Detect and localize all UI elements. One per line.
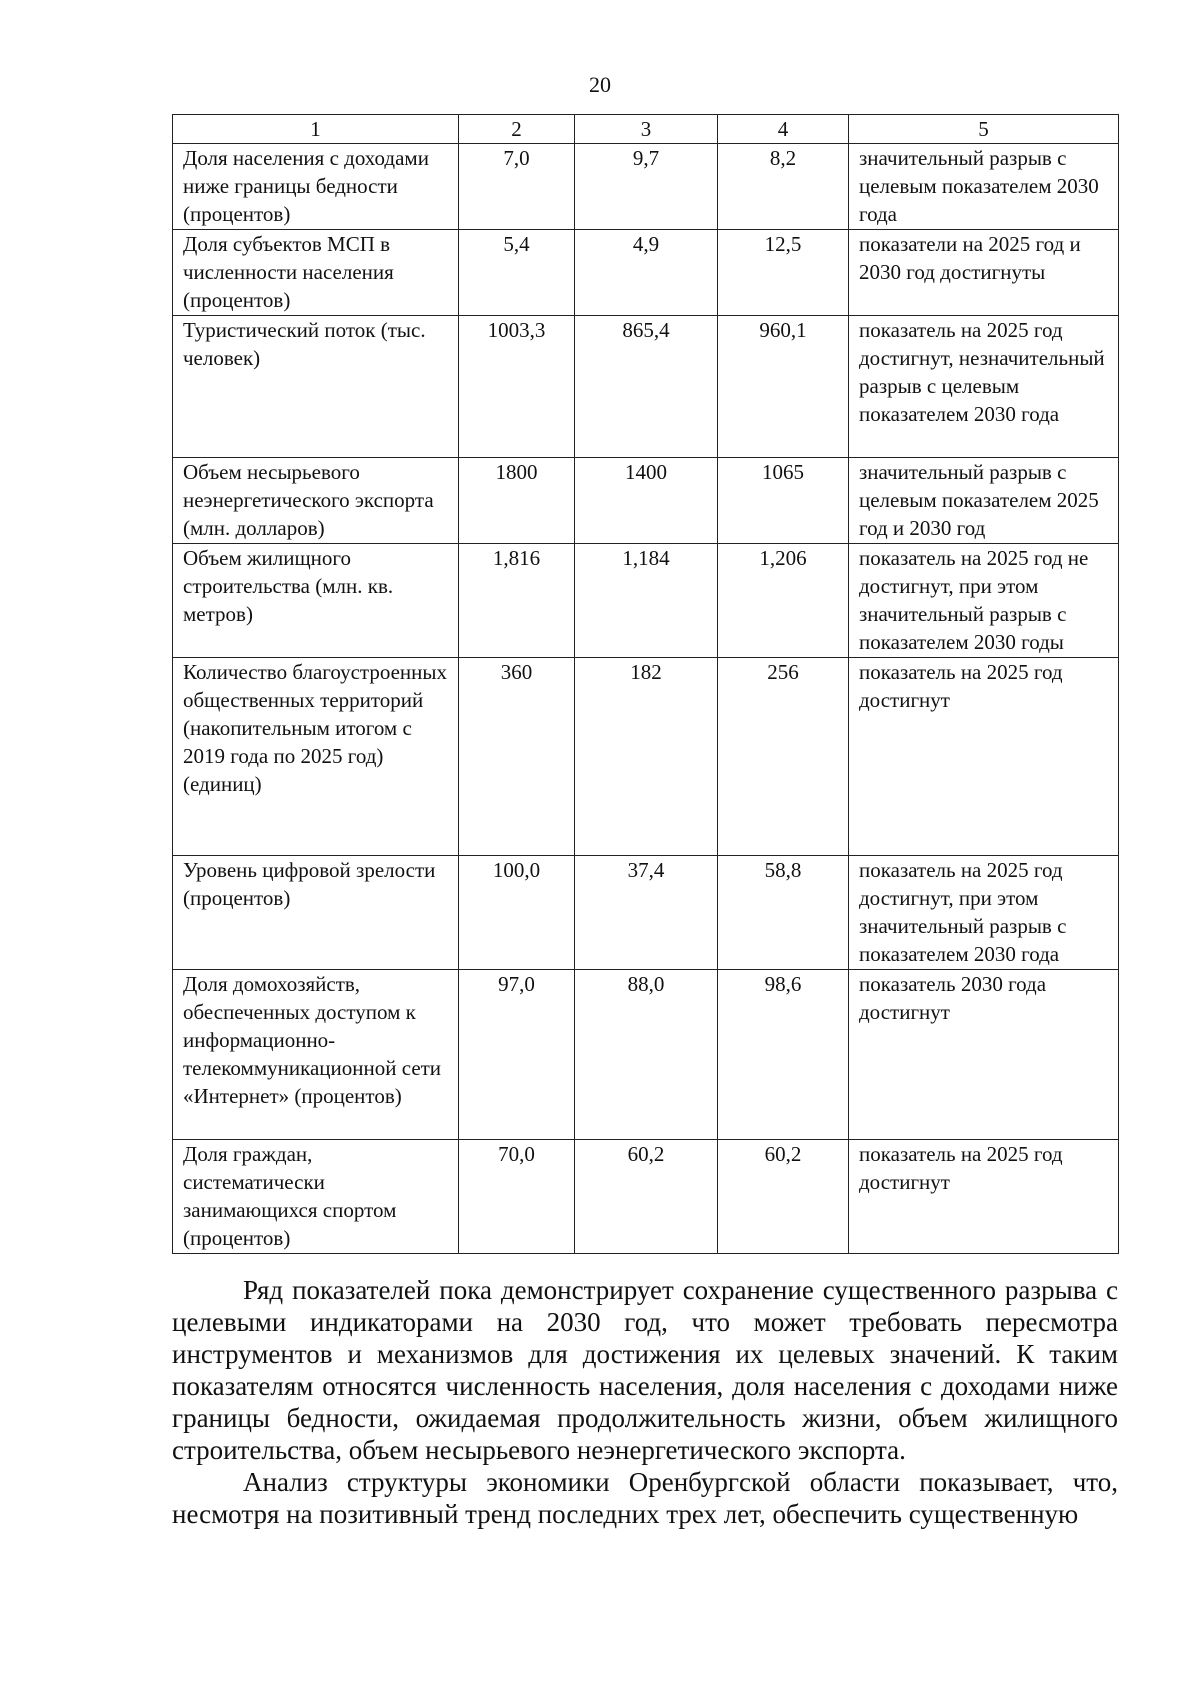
value-cell: 98,6 bbox=[718, 970, 849, 1140]
page-number: 20 bbox=[589, 72, 611, 97]
value-cell: 865,4 bbox=[575, 316, 718, 458]
body-text bbox=[172, 1274, 1118, 1530]
value-cell: 88,0 bbox=[575, 970, 718, 1140]
value-cell: 1400 bbox=[575, 458, 718, 544]
value-cell: 4,9 bbox=[575, 230, 718, 316]
value-cell: 360 bbox=[459, 658, 575, 856]
value-cell: 12,5 bbox=[718, 230, 849, 316]
paragraph: Анализ структуры экономики Оренбургской области показывает, что, несмотря на позитивный тренд последних трех лет, обеспечить существенную bbox=[172, 1467, 1118, 1529]
table-row bbox=[173, 544, 1119, 658]
indicator-cell: Количество благоустроенных общественных территорий (накопительным итогом с 2019 года по 2025 год) (единиц) bbox=[173, 658, 459, 856]
value-cell: 60,2 bbox=[575, 1140, 718, 1254]
comment-cell: показатель на 2025 год достигнут, при этом значительный разрыв с показателем 2030 года bbox=[849, 856, 1119, 970]
paragraph: Ряд показателей пока демонстрирует сохранение существенного разрыва с целевыми индикаторами на 2030 год, что может требовать пересмотра инструментов и механизмов для достижения их целевых значений. К таким показателям относятся численность населения, доля населения с доходами ниже границы бедности, ожидаемая продолжительность жизни, объем жилищного строительства, объем несырьевого неэнергетического экспорта. bbox=[172, 1275, 1118, 1465]
comment-cell: показатели на 2025 год и 2030 год достигнуты bbox=[849, 230, 1119, 316]
column-header: 4 bbox=[718, 115, 849, 144]
column-header: 5 bbox=[849, 115, 1119, 144]
indicator-cell: Объем несырьевого неэнергетического экспорта (млн. долларов) bbox=[173, 458, 459, 544]
value-cell: 960,1 bbox=[718, 316, 849, 458]
indicator-cell: Доля субъектов МСП в численности населения (процентов) bbox=[173, 230, 459, 316]
comment-cell: значительный разрыв с целевым показателем 2025 год и 2030 год bbox=[849, 458, 1119, 544]
comment-cell: значительный разрыв с целевым показателем 2030 года bbox=[849, 144, 1119, 230]
comment-cell: показатель на 2025 год не достигнут, при этом значительный разрыв с показателем 2030 годы bbox=[849, 544, 1119, 658]
value-cell: 1,184 bbox=[575, 544, 718, 658]
table-row bbox=[173, 1140, 1119, 1254]
value-cell: 1003,3 bbox=[459, 316, 575, 458]
column-header: 3 bbox=[575, 115, 718, 144]
value-cell: 9,7 bbox=[575, 144, 718, 230]
value-cell: 5,4 bbox=[459, 230, 575, 316]
indicator-cell: Доля домохозяйств, обеспеченных доступом к информационно-телекоммуникационной сети «Интернет» (процентов) bbox=[173, 970, 459, 1140]
table-header-row bbox=[173, 115, 1119, 144]
value-cell: 1800 bbox=[459, 458, 575, 544]
indicators-table bbox=[172, 114, 1119, 1254]
value-cell: 1,816 bbox=[459, 544, 575, 658]
value-cell: 60,2 bbox=[718, 1140, 849, 1254]
table-row bbox=[173, 856, 1119, 970]
value-cell: 70,0 bbox=[459, 1140, 575, 1254]
comment-cell: показатель на 2025 год достигнут bbox=[849, 658, 1119, 856]
value-cell: 58,8 bbox=[718, 856, 849, 970]
indicator-cell: Уровень цифровой зрелости (процентов) bbox=[173, 856, 459, 970]
comment-cell: показатель на 2025 год достигнут, незначительный разрыв с целевым показателем 2030 года bbox=[849, 316, 1119, 458]
table-row bbox=[173, 970, 1119, 1140]
indicator-cell: Туристический поток (тыс. человек) bbox=[173, 316, 459, 458]
value-cell: 182 bbox=[575, 658, 718, 856]
value-cell: 1065 bbox=[718, 458, 849, 544]
column-header: 1 bbox=[173, 115, 459, 144]
table-row bbox=[173, 658, 1119, 856]
value-cell: 7,0 bbox=[459, 144, 575, 230]
value-cell: 97,0 bbox=[459, 970, 575, 1140]
comment-cell: показатель на 2025 год достигнут bbox=[849, 1140, 1119, 1254]
comment-cell: показатель 2030 года достигнут bbox=[849, 970, 1119, 1140]
indicator-cell: Объем жилищного строительства (млн. кв. метров) bbox=[173, 544, 459, 658]
value-cell: 8,2 bbox=[718, 144, 849, 230]
value-cell: 1,206 bbox=[718, 544, 849, 658]
indicator-cell: Доля населения с доходами ниже границы бедности (процентов) bbox=[173, 144, 459, 230]
value-cell: 37,4 bbox=[575, 856, 718, 970]
table-row bbox=[173, 144, 1119, 230]
table-row bbox=[173, 458, 1119, 544]
table-row bbox=[173, 230, 1119, 316]
column-header: 2 bbox=[459, 115, 575, 144]
indicator-cell: Доля граждан, систематически занимающихся спортом (процентов) bbox=[173, 1140, 459, 1254]
value-cell: 256 bbox=[718, 658, 849, 856]
table-row bbox=[173, 316, 1119, 458]
value-cell: 100,0 bbox=[459, 856, 575, 970]
